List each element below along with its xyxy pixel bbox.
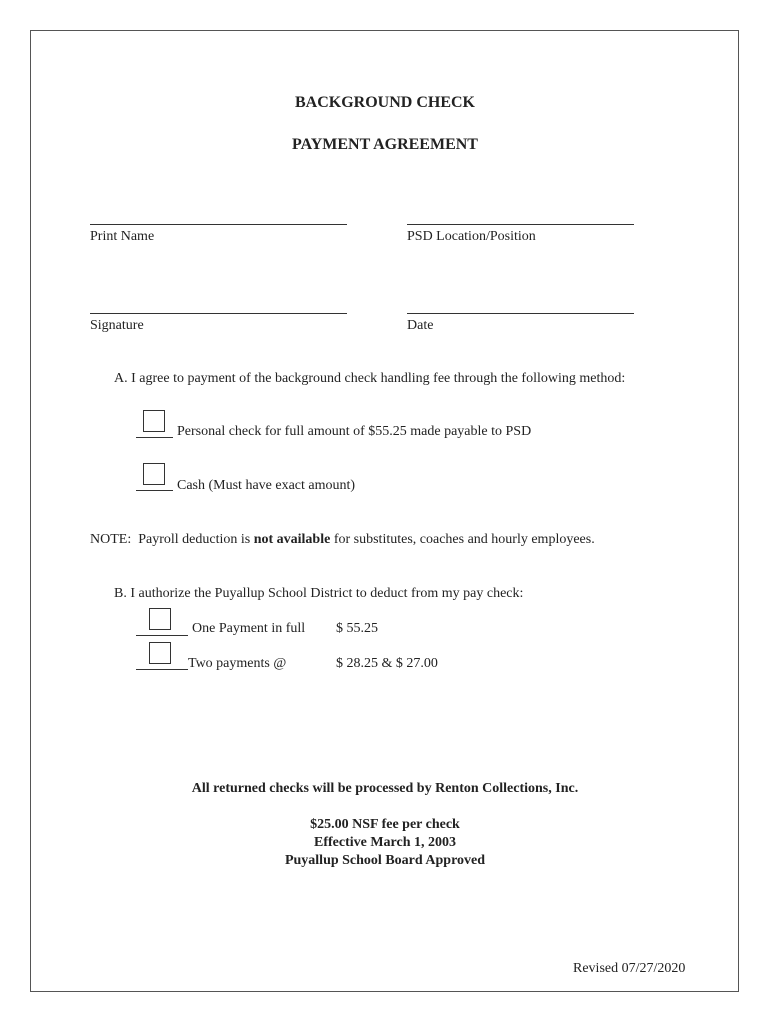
section-a-intro: A. I agree to payment of the background check handling fee through the following method: xyxy=(114,371,626,386)
signature-label: Signature xyxy=(90,318,144,333)
returned-checks-notice: All returned checks will be processed by Renton Collections, Inc. xyxy=(191,781,579,796)
personal-check-label: Personal check for full amount of $55.25 made payable to PSD xyxy=(177,424,532,439)
two-payments-label: Two payments @ xyxy=(188,656,287,671)
psd-location-label: PSD Location/Position xyxy=(407,229,536,244)
date-label: Date xyxy=(407,318,434,333)
note-prefix: NOTE: Payroll deduction is xyxy=(90,532,254,547)
two-payments-amount: $ 28.25 & $ 27.00 xyxy=(336,656,438,671)
section-b-intro: B. I authorize the Puyallup School District to deduct from my pay check: xyxy=(114,586,524,601)
cash-underline xyxy=(136,490,173,491)
board-approved: Puyallup School Board Approved xyxy=(284,853,486,868)
print-name-line[interactable] xyxy=(90,224,347,225)
document-title: BACKGROUND CHECK xyxy=(294,94,475,111)
note-bold: not available xyxy=(253,532,331,547)
personal-check-checkbox[interactable] xyxy=(143,410,165,432)
two-payments-underline xyxy=(136,669,188,670)
one-payment-underline xyxy=(136,635,188,636)
effective-date: Effective March 1, 2003 xyxy=(313,835,457,850)
date-line[interactable] xyxy=(407,313,634,314)
note-suffix: for substitutes, coaches and hourly employees. xyxy=(330,532,595,547)
two-payments-checkbox[interactable] xyxy=(149,642,171,664)
one-payment-amount: $ 55.25 xyxy=(336,621,378,636)
nsf-fee: $25.00 NSF fee per check xyxy=(310,817,460,832)
cash-label: Cash (Must have exact amount) xyxy=(177,478,356,493)
cash-checkbox[interactable] xyxy=(143,463,165,485)
one-payment-checkbox[interactable] xyxy=(149,608,171,630)
payroll-note xyxy=(90,532,595,548)
document-subtitle: PAYMENT AGREEMENT xyxy=(292,136,478,153)
personal-check-underline xyxy=(136,437,173,438)
psd-location-line[interactable] xyxy=(407,224,634,225)
print-name-label: Print Name xyxy=(90,229,155,244)
revised-date: Revised 07/27/2020 xyxy=(573,961,686,976)
signature-line[interactable] xyxy=(90,313,347,314)
one-payment-label: One Payment in full xyxy=(192,621,306,636)
